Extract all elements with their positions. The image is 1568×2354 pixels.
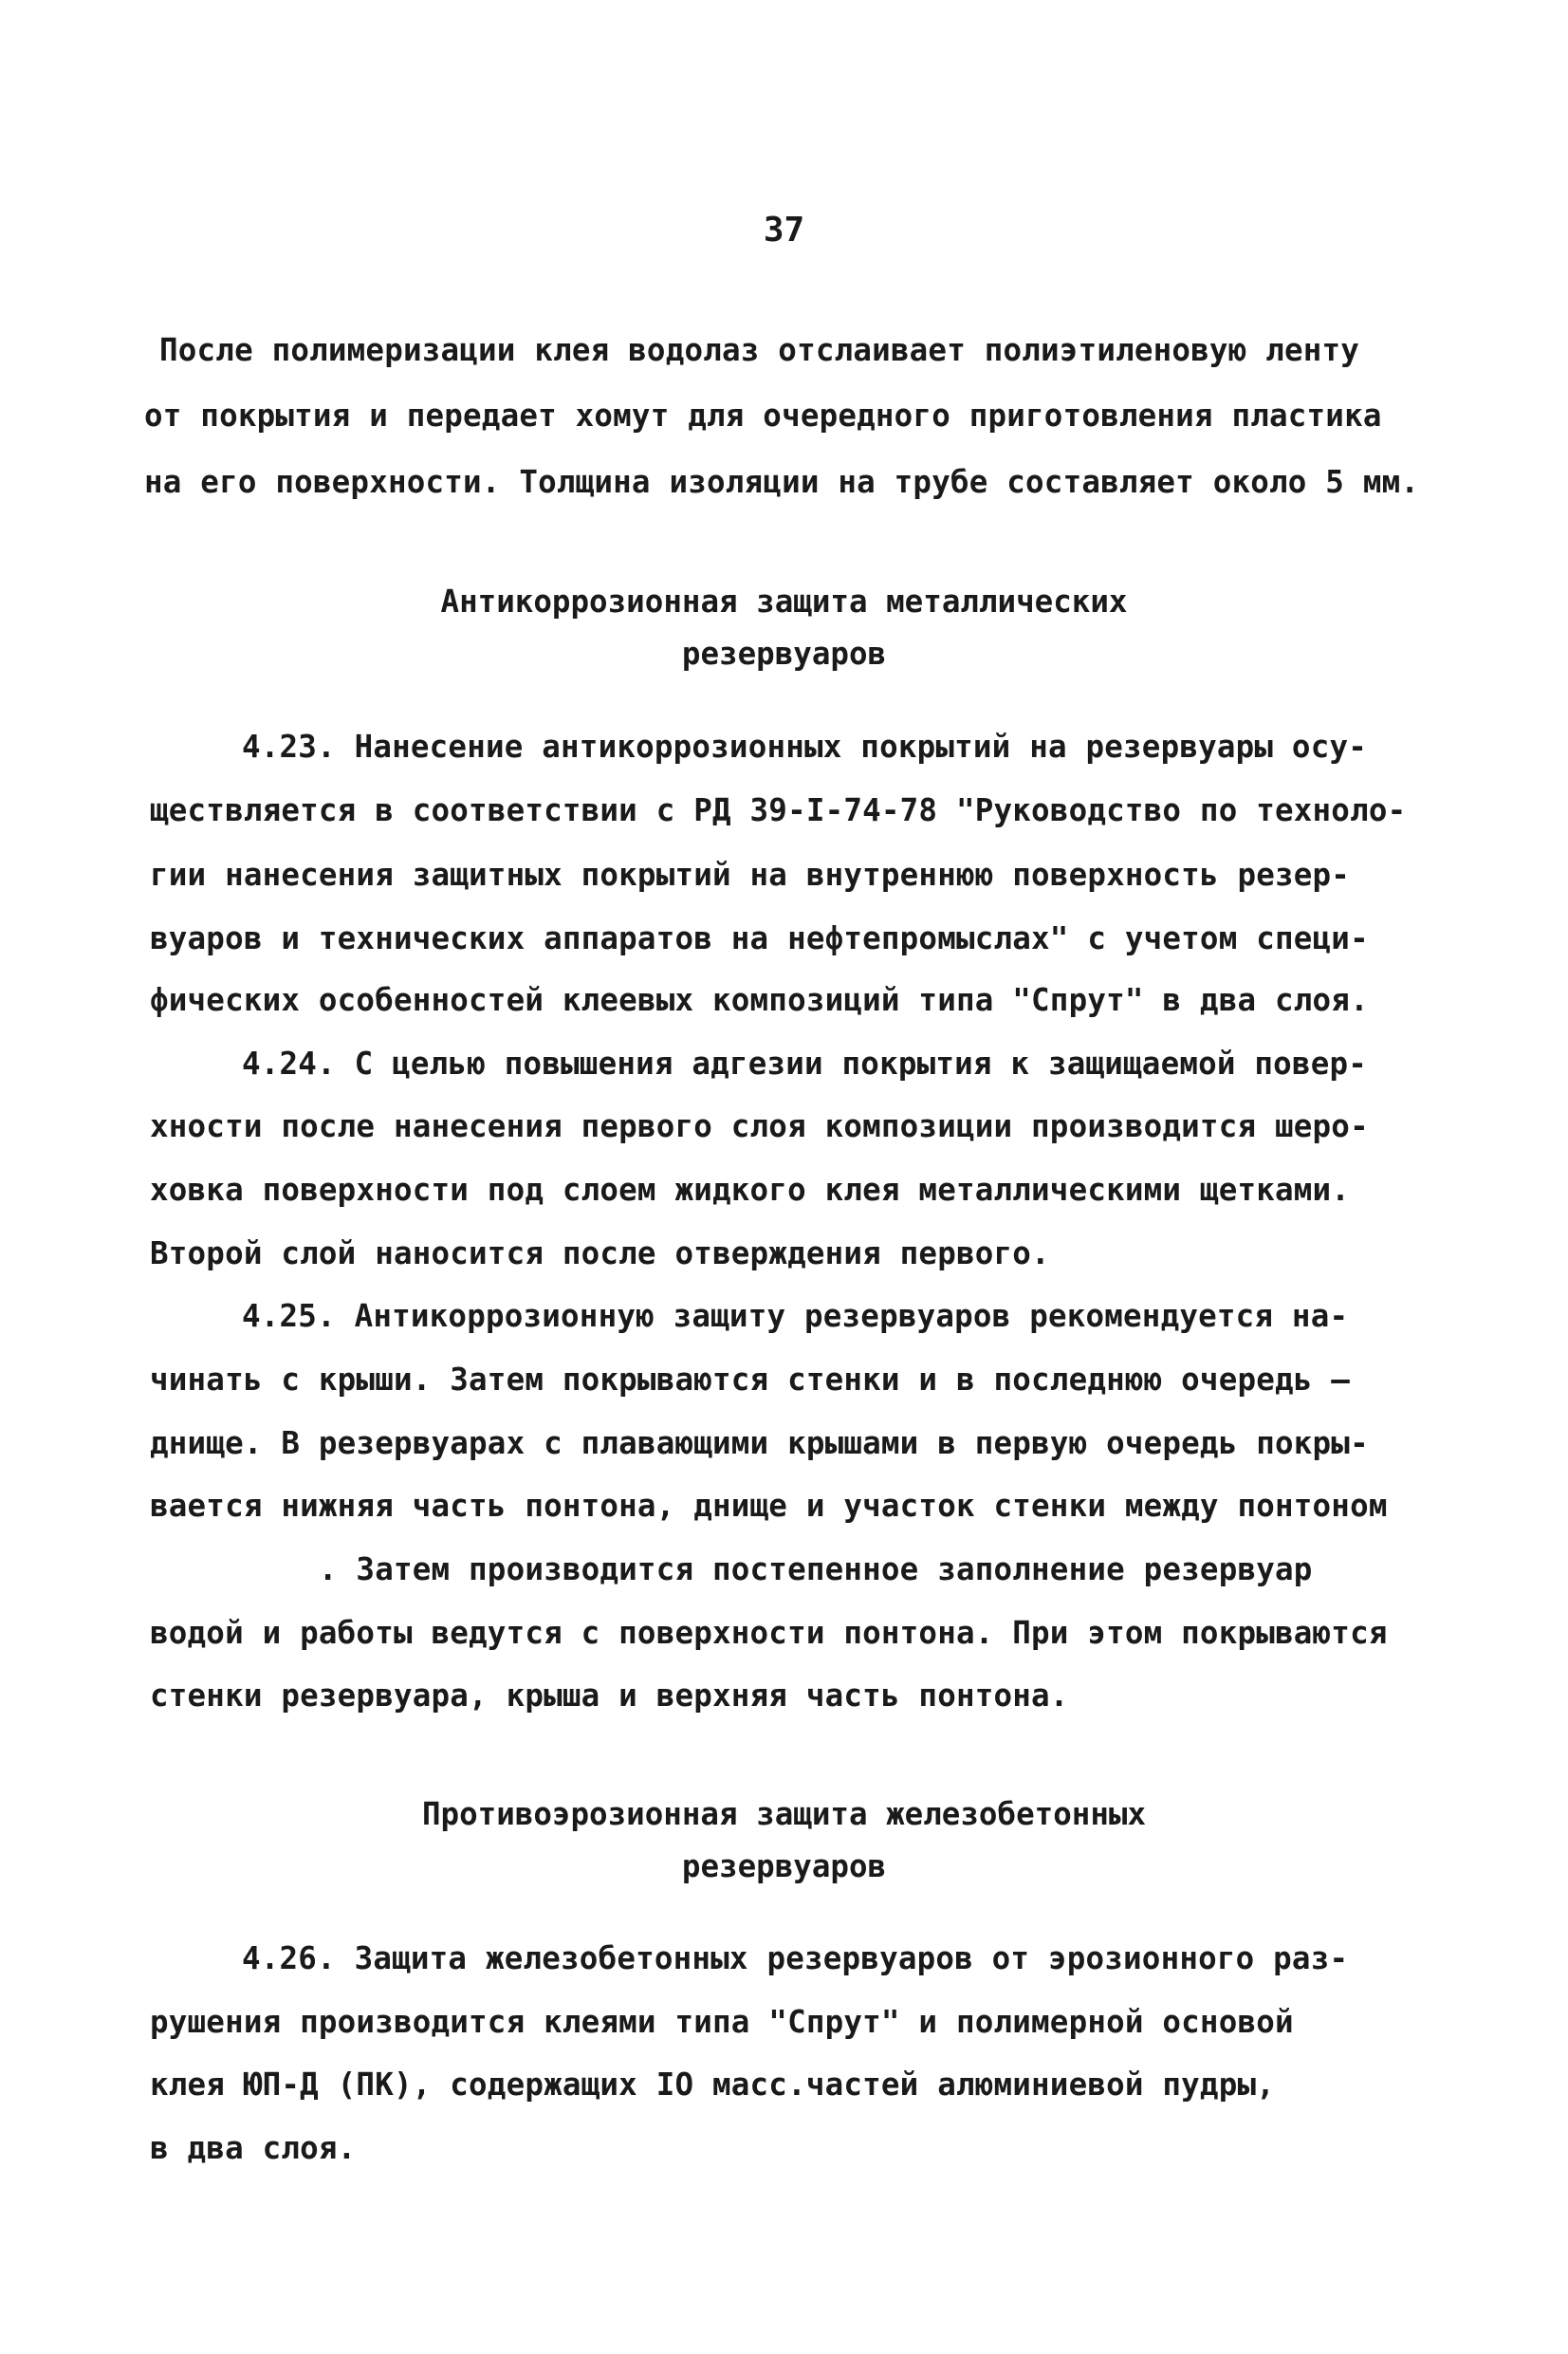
page-number: 37 bbox=[763, 211, 805, 250]
para-4-23-line-2: ществляется в соответствии с РД 39-I-74-78 "Руководство по техноло- bbox=[150, 792, 1407, 828]
para-4-24-line-2: хности после нанесения первого слоя композиции производится шеро- bbox=[150, 1108, 1369, 1144]
para-4-23-line-4: вуаров и технических аппаратов на нефтепромыслах" с учетом специ- bbox=[150, 920, 1369, 956]
para-4-26-line-2: рушения производится клеями типа "Спрут" и полимерной основой bbox=[150, 2004, 1294, 2040]
intro-line-3: на его поверхности. Толщина изоляции на трубе составляет около 5 мм. bbox=[144, 464, 1420, 500]
para-4-26-line-4: в два слоя. bbox=[150, 2130, 357, 2166]
para-4-24-line-4: Второй слой наносится после отверждения первого. bbox=[150, 1235, 1050, 1271]
para-4-25-line-1: 4.25. Антикоррозионную защиту резервуаров рекомендуется на- bbox=[242, 1298, 1349, 1334]
para-4-25-line-6: водой и работы ведутся с поверхности понтона. При этом покрываются bbox=[150, 1615, 1388, 1651]
para-4-26-line-1: 4.26. Защита железобетонных резервуаров от эрозионного раз- bbox=[242, 1940, 1349, 1976]
para-4-25-line-5: . Затем производится постепенное заполнение резервуар bbox=[150, 1551, 1313, 1587]
section2-heading-line-1: Противоэрозионная защита железобетонных bbox=[421, 1796, 1147, 1832]
intro-line-1: После полимеризации клея водолаз отслаивает полиэтиленовую ленту bbox=[159, 332, 1360, 368]
para-4-26-line-3: клея ЮП-Д (ПК), содержащих IO масс.частей алюминиевой пудры, bbox=[150, 2067, 1275, 2103]
para-4-25-line-7: стенки резервуара, крыша и верхняя часть понтона. bbox=[150, 1677, 1069, 1714]
para-4-25-line-2: чинать с крыши. Затем покрываются стенки и в последнюю очередь — bbox=[150, 1362, 1351, 1398]
para-4-25-line-3: днище. В резервуарах с плавающими крышами в первую очередь покры- bbox=[150, 1425, 1369, 1461]
intro-line-2: от покрытия и передает хомут для очередного приготовления пластика bbox=[144, 398, 1382, 434]
section1-heading-line-1: Антикоррозионная защита металлических bbox=[440, 584, 1128, 620]
para-4-24-line-1: 4.24. С целью повышения адгезии покрытия к защищаемой повер- bbox=[242, 1046, 1367, 1082]
para-4-24-line-3: ховка поверхности под слоем жидкого клея металлическими щетками. bbox=[150, 1172, 1351, 1208]
section2-heading-line-2: резервуаров bbox=[681, 1848, 887, 1884]
para-4-25-line-4: вается нижняя часть понтона, днище и участок стенки между понтоном bbox=[150, 1488, 1388, 1524]
para-4-23-line-3: гии нанесения защитных покрытий на внутреннюю поверхность резер- bbox=[150, 857, 1351, 893]
para-4-23-line-5: фических особенностей клеевых композиций типа "Спрут" в два слоя. bbox=[150, 982, 1369, 1018]
para-4-23-line-1: 4.23. Нанесение антикоррозионных покрытий на резервуары осу- bbox=[242, 729, 1367, 765]
section1-heading-line-2: резервуаров bbox=[681, 636, 887, 672]
